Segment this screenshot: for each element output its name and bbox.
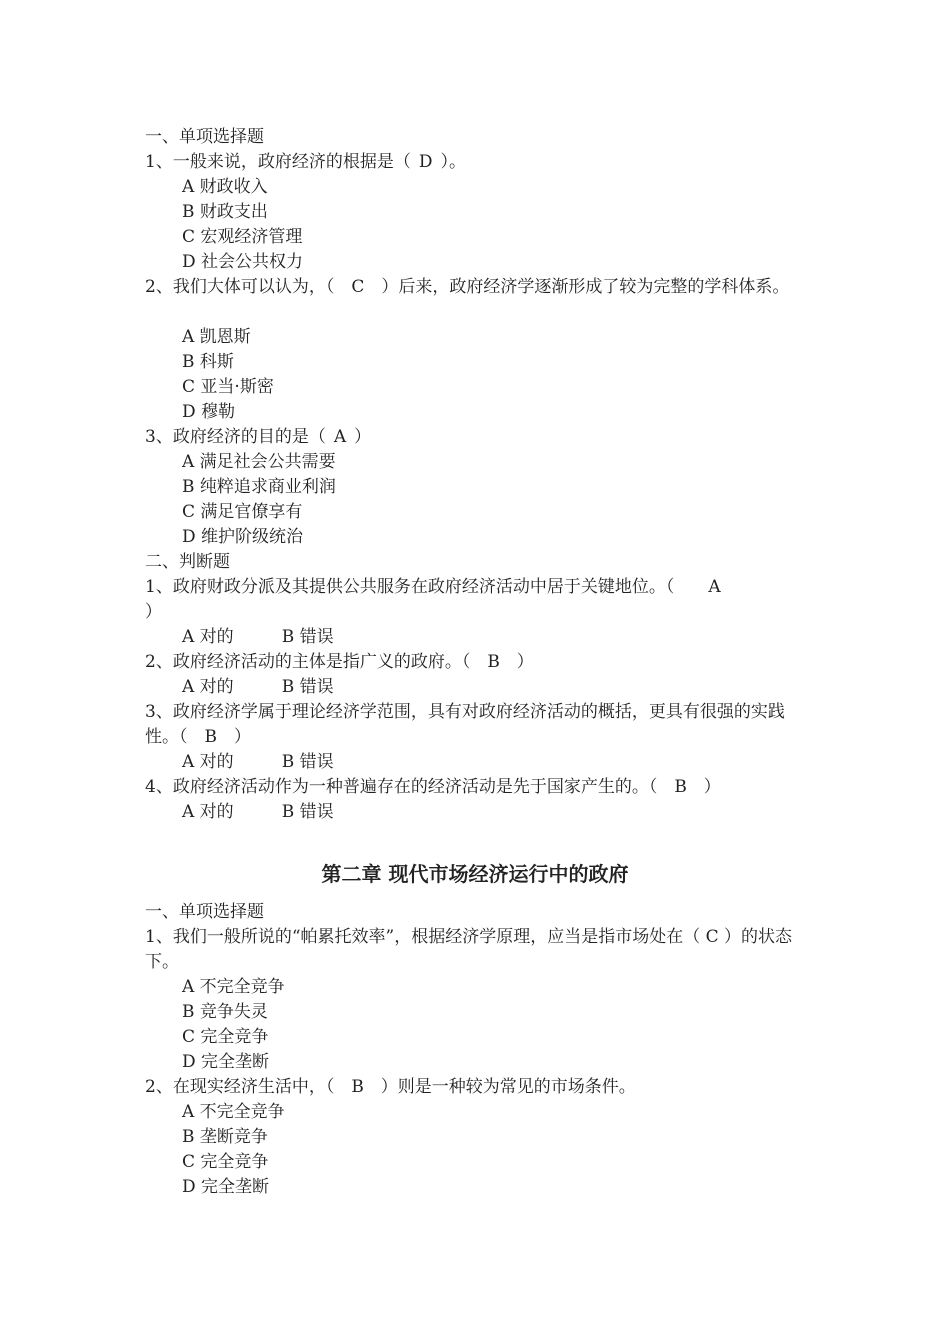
judgement-options [182, 675, 334, 700]
option-false: B 错误 [281, 802, 334, 822]
option-true: A 对的 [182, 802, 234, 822]
option-a: A 凯恩斯 [182, 327, 251, 347]
question-1: 1、我们一般所说的“帕累托效率”，根据经济学原理，应当是指市场处在（ C ）的状态下。 [145, 927, 793, 972]
chapter-title: 第二章 现代市场经济运行中的政府 [321, 862, 629, 886]
judgement-options [182, 750, 334, 775]
option-d: D 完全垄断 [182, 1177, 270, 1197]
option-b: B 纯粹追求商业利润 [182, 477, 336, 497]
option-b: B 科斯 [182, 352, 234, 372]
option-d: D 维护阶级统治 [182, 527, 304, 547]
question-1 [145, 150, 466, 175]
option-c: C 满足官僚享有 [182, 502, 303, 522]
judgement-1: 1、政府财政分派及其提供公共服务在政府经济活动中居于关键地位。（ A [145, 577, 721, 597]
option-b: B 垄断竞争 [182, 1127, 268, 1147]
section-header-judgement: 二、判断题 [145, 552, 230, 572]
option-false: B 错误 [281, 752, 334, 772]
judgement-2: 2、政府经济活动的主体是指广义的政府。（ B ） [145, 652, 534, 672]
question-2: 2、我们大体可以认为，（ C ）后来，政府经济学逐渐形成了较为完整的学科体系。 [145, 277, 790, 297]
option-c: C 亚当·斯密 [182, 377, 274, 397]
option-b: B 财政支出 [182, 202, 268, 222]
answer-letter: D [418, 152, 433, 172]
judgement-options [182, 800, 334, 825]
answer-letter: A [333, 427, 347, 447]
option-a: A 满足社会公共需要 [182, 452, 336, 472]
option-false: B 错误 [281, 627, 334, 647]
option-c: C 宏观经济管理 [182, 227, 303, 247]
option-true: A 对的 [182, 752, 234, 772]
option-false: B 错误 [281, 677, 334, 697]
option-true: A 对的 [182, 627, 234, 647]
option-d: D 社会公共权力 [182, 252, 304, 272]
question-3 [145, 425, 371, 450]
option-d: D 穆勒 [182, 402, 236, 422]
section-header-single-choice: 一、单项选择题 [145, 902, 264, 922]
question-text: 1、一般来说，政府经济的根据是（ [145, 152, 411, 172]
question-2: 2、在现实经济生活中，（ B ）则是一种较为常见的市场条件。 [145, 1077, 636, 1097]
option-a: A 不完全竞争 [182, 977, 285, 997]
option-a: A 不完全竞争 [182, 1102, 285, 1122]
option-c: C 完全竞争 [182, 1027, 269, 1047]
question-text-end: ） [354, 427, 372, 447]
option-a: A 财政收入 [182, 177, 268, 197]
section-header-single-choice: 一、单项选择题 [145, 127, 264, 147]
option-d: D 完全垄断 [182, 1052, 270, 1072]
judgement-4: 4、政府经济活动作为一种普遍存在的经济活动是先于国家产生的。（ B ） [145, 777, 721, 797]
question-text-end: ）。 [440, 152, 466, 172]
judgement-1-end: ） [145, 602, 162, 622]
judgement-options [182, 625, 334, 650]
option-c: C 完全竞争 [182, 1152, 269, 1172]
option-b: B 竞争失灵 [182, 1002, 268, 1022]
question-text: 3、政府经济的目的是（ [145, 427, 326, 447]
judgement-3: 3、政府经济学属于理论经济学范围，具有对政府经济活动的概括，更具有很强的实践性。（ B ） [145, 702, 785, 747]
option-true: A 对的 [182, 677, 234, 697]
